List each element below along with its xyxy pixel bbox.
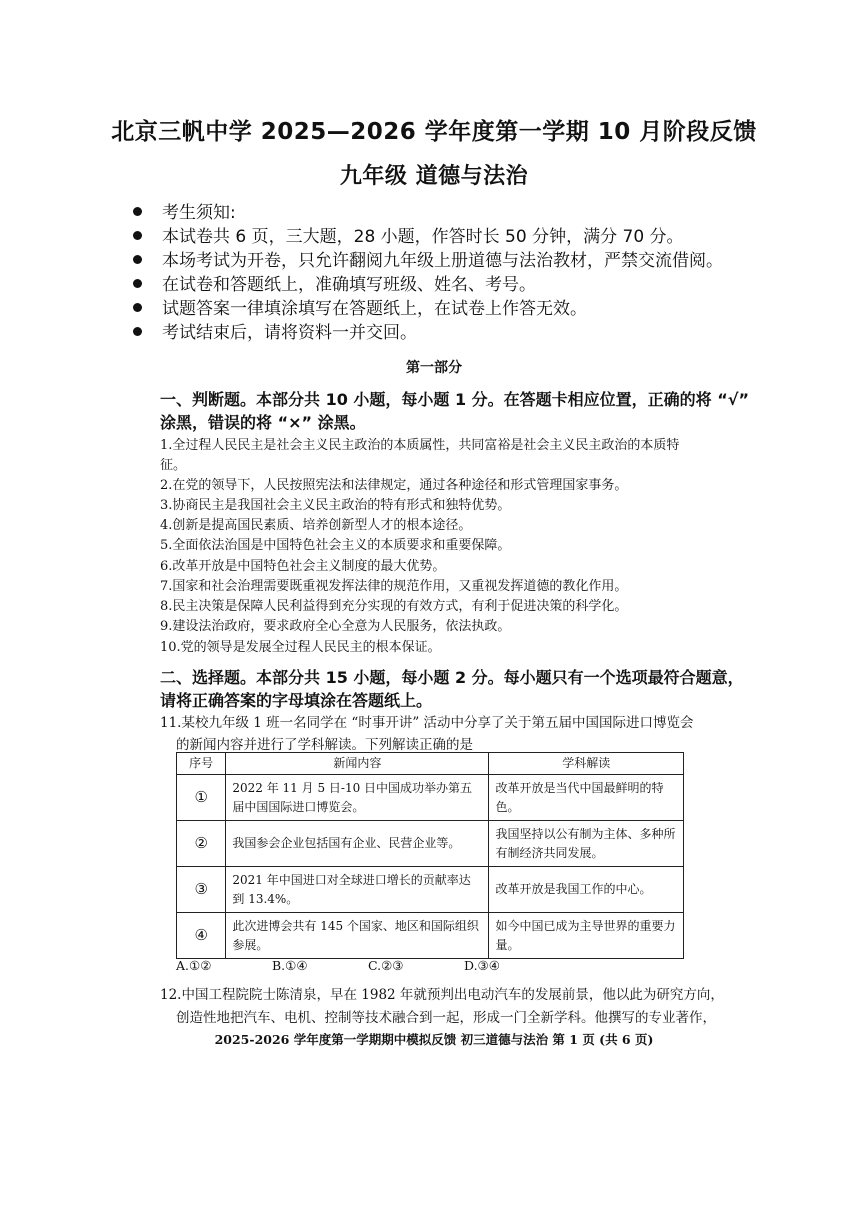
table-cell-no: ④	[177, 913, 226, 959]
judge-item: 3.协商民主是我国社会主义民主政治的特有形式和独特优势。	[160, 498, 511, 513]
part-title: 第一部分	[406, 360, 462, 376]
question-12-line: 12.中国工程院院士陈清泉，早在 1982 年就预判出电动汽车的发展前景，他以此为研究方向，	[160, 987, 724, 1003]
table-cell-no: ②	[177, 821, 226, 867]
table-row	[177, 821, 684, 867]
judge-heading-line: 涂黑，错误的将 “×” 涂黑。	[160, 413, 366, 432]
table-header-cell: 序号	[177, 753, 226, 775]
choice-heading-line: 请将正确答案的字母填涂在答题纸上。	[160, 691, 433, 710]
bullet-icon	[133, 279, 142, 288]
table-cell-reading: 如今中国已成为主导世界的重要力量。	[489, 913, 684, 959]
judge-item: 1.全过程人民民主是社会主义民主政治的本质属性，共同富裕是社会主义民主政治的本质特	[160, 438, 680, 453]
question-11-line: 11.某校九年级 1 班一名同学在 “时事开讲” 活动中分享了关于第五届中国国际进口博览会	[160, 715, 694, 731]
judge-item: 10.党的领导是发展全过程人民民主的根本保证。	[160, 640, 441, 655]
judge-item: 7.国家和社会治理需要既重视发挥法律的规范作用，又重视发挥道德的教化作用。	[160, 579, 628, 594]
table-cell-no: ①	[177, 775, 226, 821]
judge-item: 9.建设法治政府，要求政府全心全意为人民服务，依法执政。	[160, 619, 511, 634]
notice-item: 试题答案一律填涂填写在答题纸上，在试卷上作答无效。	[133, 294, 587, 319]
judge-item: 征。	[160, 458, 187, 473]
option-c: C.②③	[368, 958, 404, 973]
notice-item: 本场考试为开卷，只允许翻阅九年级上册道德与法治教材，严禁交流借阅。	[133, 246, 723, 271]
bullet-icon	[133, 207, 142, 216]
judge-heading-line: 一、判断题。本部分共 10 小题，每小题 1 分。在答题卡相应位置，正确的将 “√”	[160, 390, 749, 409]
exam-subtitle: 九年级 道德与法治	[339, 164, 529, 189]
judge-item: 4.创新是提高国民素质、培养创新型人才的根本途径。	[160, 518, 472, 533]
bullet-icon	[133, 327, 142, 336]
notice-item: 考试结束后，请将资料一并交回。	[133, 318, 417, 343]
table-cell-reading: 改革开放是我国工作的中心。	[489, 867, 684, 913]
question-12-line: 创造性地把汽车、电机、控制等技术融合到一起，形成一门全新学科。他撰写的专业著作，	[176, 1010, 716, 1026]
table-cell-news: 此次进博会共有 145 个国家、地区和国际组织参展。	[226, 913, 489, 959]
judge-item: 8.民主决策是保障人民利益得到充分实现的有效方式，有利于促进决策的科学化。	[160, 599, 628, 614]
table-header-cell: 学科解读	[489, 753, 684, 775]
option-a: A.①②	[176, 958, 212, 973]
table-header-row	[177, 753, 684, 775]
option-d: D.③④	[464, 958, 500, 973]
table-cell-news: 2022 年 11 月 5 日-10 日中国成功举办第五届中国国际进口博览会。	[226, 775, 489, 821]
notice-item: 本试卷共 6 页，三大题，28 小题，作答时长 50 分钟，满分 70 分。	[133, 222, 684, 247]
judge-item: 2.在党的领导下，人民按照宪法和法律规定，通过各种途径和形式管理国家事务。	[160, 478, 628, 493]
exam-title: 北京三帆中学 2025—2026 学年度第一学期 10 月阶段反馈	[111, 119, 757, 145]
notice-item: 考生须知:	[133, 198, 236, 223]
table-cell-reading: 改革开放是当代中国最鲜明的特色。	[489, 775, 684, 821]
table-header-cell: 新闻内容	[226, 753, 489, 775]
judge-item: 5.全面依法治国是中国特色社会主义的本质要求和重要保障。	[160, 538, 511, 553]
option-b: B.①④	[272, 958, 308, 973]
table-cell-news: 2021 年中国进口对全球进口增长的贡献率达到 13.4%。	[226, 867, 489, 913]
table-cell-no: ③	[177, 867, 226, 913]
table-row	[177, 913, 684, 959]
table-row	[177, 867, 684, 913]
table-cell-news: 我国参会企业包括国有企业、民营企业等。	[226, 821, 489, 867]
bullet-icon	[133, 303, 142, 312]
table-row	[177, 775, 684, 821]
notice-item: 在试卷和答题纸上，准确填写班级、姓名、考号。	[133, 270, 536, 295]
page-footer: 2025-2026 学年度第一学期期中模拟反馈 初三道德与法治 第 1 页 (共 6 页)	[214, 1032, 654, 1047]
choice-heading-line: 二、选择题。本部分共 15 小题，每小题 2 分。每小题只有一个选项最符合题意，	[160, 668, 744, 687]
question-11-line: 的新闻内容并进行了学科解读。下列解读正确的是	[176, 737, 473, 753]
judge-item: 6.改革开放是中国特色社会主义制度的最大优势。	[160, 559, 446, 574]
table-cell-reading: 我国坚持以公有制为主体、多种所有制经济共同发展。	[489, 821, 684, 867]
news-table	[176, 752, 684, 959]
bullet-icon	[133, 255, 142, 264]
bullet-icon	[133, 231, 142, 240]
